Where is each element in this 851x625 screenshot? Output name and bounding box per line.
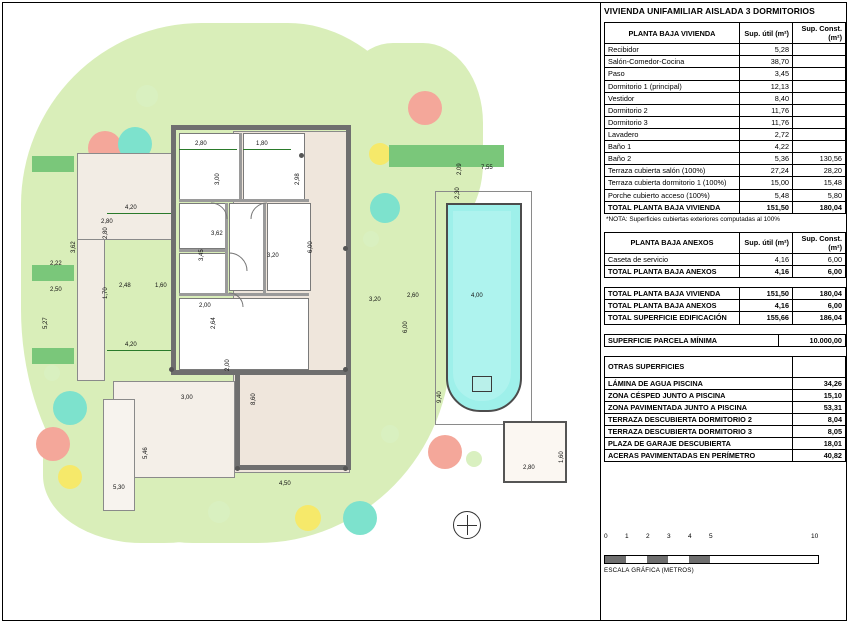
table-row: [605, 253, 846, 265]
col-sup-util: Sup. útil (m²): [740, 23, 793, 44]
dimension-caseta: 2,80: [523, 465, 535, 471]
row-label: PLAZA DE GARAJE DESCUBIERTA: [605, 438, 793, 450]
dimension-label: 2,48: [119, 283, 131, 289]
row-value: 8,05: [793, 426, 846, 438]
row-const: [793, 116, 846, 128]
scale-tick: 2: [646, 533, 650, 540]
row-const: 28,20: [793, 165, 846, 177]
row-label: Dormitorio 3: [605, 116, 740, 128]
row-label: Dormitorio 2: [605, 104, 740, 116]
row-const: 180,04: [793, 288, 846, 300]
pillar: [343, 246, 348, 251]
dimension-label: 2,60: [407, 293, 419, 299]
site-plan-drawing: [3, 3, 599, 620]
row-util: 38,70: [740, 56, 793, 68]
row-util: 11,76: [740, 104, 793, 116]
pillar: [299, 153, 304, 158]
row-util: 4,16: [740, 300, 793, 312]
graphic-scale: [604, 533, 844, 574]
row-util: 27,24: [740, 165, 793, 177]
col-sup-const: Sup. Const. (m²): [793, 232, 846, 253]
row-label: Baño 2: [605, 153, 740, 165]
dimension-label: 4,00: [471, 293, 483, 299]
row-value: 53,31: [793, 401, 846, 413]
table-row: [605, 44, 846, 56]
table-total-row: [605, 266, 846, 278]
table-parcela-minima: [604, 334, 846, 347]
row-label: Caseta de servicio: [605, 253, 740, 265]
table-row: [605, 141, 846, 153]
dimension-label: 2,80: [195, 141, 207, 147]
pool-steps: [472, 376, 492, 392]
dimension-label-v: 2,00: [225, 359, 231, 371]
dimension-label-v: 6,00: [308, 241, 314, 253]
row-label: LÁMINA DE AGUA PISCINA: [605, 377, 793, 389]
table-row: [605, 68, 846, 80]
row-label: Terraza cubierta dormitorio 1 (100%): [605, 177, 740, 189]
row-label: Porche cubierto acceso (100%): [605, 189, 740, 201]
tree-icon: [381, 425, 399, 443]
dimension-label-v: 8,60: [251, 393, 257, 405]
dimension-label-v: 2,80: [103, 227, 109, 239]
table-row: [605, 312, 846, 324]
dimension-caseta-v: 1,60: [559, 451, 565, 463]
dimension-label-v: 2,98: [295, 173, 301, 185]
scale-bar: [604, 555, 819, 564]
row-value: 40,82: [793, 450, 846, 462]
row-label: Recibidor: [605, 44, 740, 56]
terrace-paving-west: [77, 239, 105, 381]
table-row: [605, 177, 846, 189]
row-label: Salón-Comedor-Cocina: [605, 56, 740, 68]
tree-icon: [53, 391, 87, 425]
dimension-label-v: 5,46: [143, 447, 149, 459]
table-row: [605, 300, 846, 312]
scale-tick: 3: [667, 533, 671, 540]
dimension-line: [107, 213, 171, 214]
dimension-label-v: 9,40: [437, 391, 443, 403]
row-util: 5,28: [740, 44, 793, 56]
scale-tick: 0: [604, 533, 608, 540]
tree-icon: [136, 85, 158, 107]
row-util: 5,36: [740, 153, 793, 165]
row-value: 34,26: [793, 377, 846, 389]
dimension-label-v: 2,64: [211, 317, 217, 329]
row-label: TOTAL PLANTA BAJA ANEXOS: [605, 266, 740, 278]
table-header-row: [605, 232, 846, 253]
dimension-label: 5,30: [113, 485, 125, 491]
table-row: [605, 165, 846, 177]
row-value: 15,10: [793, 389, 846, 401]
row-label: TERRAZA DESCUBIERTA DORMITORIO 3: [605, 426, 793, 438]
row-label: TERRAZA DESCUBIERTA DORMITORIO 2: [605, 413, 793, 425]
row-const: 180,04: [793, 201, 846, 213]
row-util: 4,22: [740, 141, 793, 153]
row-label: TOTAL PLANTA BAJA VIVIENDA: [605, 201, 740, 213]
row-label: TOTAL PLANTA BAJA VIVIENDA: [605, 288, 740, 300]
row-util: 151,50: [740, 288, 793, 300]
row-const: [793, 80, 846, 92]
row-label: Lavadero: [605, 128, 740, 140]
table-planta-baja-vivienda: [604, 22, 846, 214]
dimension-label-v: 2,30: [455, 187, 461, 199]
table-row: [605, 413, 846, 425]
row-label: TOTAL SUPERFICIE EDIFICACIÓN: [605, 312, 740, 324]
table-row: [605, 288, 846, 300]
row-const: [793, 128, 846, 140]
paving-garage: [103, 399, 135, 511]
row-label: Baño 1: [605, 141, 740, 153]
row-util: 3,45: [740, 68, 793, 80]
tree-icon: [295, 505, 321, 531]
col-otras: OTRAS SUPERFICIES: [605, 356, 793, 377]
table-otras-superficies: [604, 356, 846, 463]
tree-icon: [428, 435, 462, 469]
table-row: [605, 334, 846, 346]
footnote: *NOTA: Superficies cubiertas exteriores computadas al 100%: [606, 215, 780, 223]
table-header-row: [605, 356, 846, 377]
dimension-label-v: 3,62: [71, 241, 77, 253]
dimension-label: 2,50: [50, 287, 62, 293]
table-header-row: [605, 23, 846, 44]
dimension-label: 2,22: [50, 261, 62, 267]
tree-icon: [408, 91, 442, 125]
row-const: 6,00: [793, 266, 846, 278]
row-util: 12,13: [740, 80, 793, 92]
table-row: [605, 104, 846, 116]
row-value: 8,04: [793, 413, 846, 425]
dimension-label: 4,20: [125, 205, 137, 211]
tree-icon: [343, 501, 377, 535]
dimension-label-v: 3,00: [215, 173, 221, 185]
row-label: ACERAS PAVIMENTADAS EN PERÍMETRO: [605, 450, 793, 462]
table-row: [605, 377, 846, 389]
table-row: [605, 450, 846, 462]
row-label: Dormitorio 1 (principal): [605, 80, 740, 92]
table-total-row: [605, 201, 846, 213]
table-row: [605, 56, 846, 68]
row-const: [793, 56, 846, 68]
col-sup-util: Sup. útil (m²): [740, 232, 793, 253]
page-title: VIVIENDA UNIFAMILIAR AISLADA 3 DORMITORIOS: [604, 6, 815, 16]
tree-icon: [36, 427, 70, 461]
dimension-label: 2,80: [101, 219, 113, 225]
row-label: TOTAL PLANTA BAJA ANEXOS: [605, 300, 740, 312]
scale-caption: ESCALA GRÁFICA (METROS): [604, 567, 694, 574]
dimension-label: 3,20: [267, 253, 279, 259]
tree-icon: [466, 451, 482, 467]
dimension-label: 1,80: [256, 141, 268, 147]
row-value: 10.000,00: [779, 334, 846, 346]
dimension-label: 4,20: [125, 342, 137, 348]
row-label: SUPERFICIE PARCELA MÍNIMA: [605, 334, 779, 346]
row-label: Terraza cubierta salón (100%): [605, 165, 740, 177]
paved-strip: [32, 348, 74, 364]
table-row: [605, 80, 846, 92]
row-util: 2,72: [740, 128, 793, 140]
row-util: 8,40: [740, 92, 793, 104]
pillar: [169, 367, 174, 372]
row-const: [793, 104, 846, 116]
tree-icon: [208, 501, 230, 523]
tree-icon: [58, 465, 82, 489]
table-row: [605, 153, 846, 165]
paved-strip: [32, 265, 74, 281]
dimension-label: 3,62: [211, 231, 223, 237]
row-util: 11,76: [740, 116, 793, 128]
tree-icon: [44, 365, 60, 381]
table-row: [605, 401, 846, 413]
scale-tick: 1: [625, 533, 629, 540]
scale-tick: 10: [811, 533, 819, 540]
dimension-label-v: 1,70: [103, 287, 109, 299]
table-row: [605, 189, 846, 201]
col-otras-value: [793, 356, 846, 377]
table-row: [605, 92, 846, 104]
col-concepto: PLANTA BAJA ANEXOS: [605, 232, 740, 253]
dimension-label: 1,60: [155, 283, 167, 289]
row-const: 130,56: [793, 153, 846, 165]
scale-block: [647, 556, 668, 563]
table-row: [605, 426, 846, 438]
dimension-label: 3,00: [181, 395, 193, 401]
dimension-label: 4,50: [279, 481, 291, 487]
house-wall-south-ext: [235, 465, 351, 470]
row-const: [793, 68, 846, 80]
pillar: [343, 466, 348, 471]
dimension-label: 2,00: [199, 303, 211, 309]
tree-icon: [370, 193, 400, 223]
pillar: [343, 367, 348, 372]
row-value: 18,01: [793, 438, 846, 450]
row-const: 186,04: [793, 312, 846, 324]
row-label: Vestidor: [605, 92, 740, 104]
north-symbol: [453, 511, 483, 541]
row-const: 6,00: [793, 253, 846, 265]
dimension-label: 7,55: [481, 165, 493, 171]
table-totales: [604, 287, 846, 324]
scale-block: [689, 556, 710, 563]
paved-strip: [32, 156, 74, 172]
table-row: [605, 128, 846, 140]
table-row: [605, 116, 846, 128]
row-const: [793, 141, 846, 153]
dimension-line: [107, 350, 171, 351]
pillar: [235, 466, 240, 471]
row-const: 6,00: [793, 300, 846, 312]
dimension-label: 3,20: [369, 297, 381, 303]
row-util: 155,66: [740, 312, 793, 324]
row-const: 15,48: [793, 177, 846, 189]
dimension-line: [179, 149, 237, 150]
row-const: 5,80: [793, 189, 846, 201]
table-row: [605, 438, 846, 450]
row-label: Paso: [605, 68, 740, 80]
dimension-label-v: 6,00: [403, 321, 409, 333]
tree-icon: [369, 143, 391, 165]
row-util: 5,48: [740, 189, 793, 201]
col-concepto: PLANTA BAJA VIVIENDA: [605, 23, 740, 44]
scale-block: [605, 556, 626, 563]
row-const: [793, 92, 846, 104]
row-util: 151,50: [740, 201, 793, 213]
sheet-divider: [600, 2, 601, 621]
scale-tick: 5: [709, 533, 713, 540]
terrace-paving-north: [77, 153, 175, 240]
caseta-de-servicio: [503, 421, 567, 483]
dimension-label-v: 5,27: [43, 317, 49, 329]
scale-tick: 4: [688, 533, 692, 540]
house-wall-mid-vert: [235, 370, 240, 470]
row-util: 4,16: [740, 266, 793, 278]
row-const: [793, 44, 846, 56]
row-label: ZONA PAVIMENTADA JUNTO A PISCINA: [605, 401, 793, 413]
row-util: 15,00: [740, 177, 793, 189]
row-util: 4,16: [740, 253, 793, 265]
paved-strip: [389, 145, 504, 167]
dimension-label-v: 2,09: [457, 163, 463, 175]
col-sup-const: Sup. Const. (m²): [793, 23, 846, 44]
table-row: [605, 389, 846, 401]
table-planta-baja-anexos: [604, 232, 846, 278]
dimension-line: [243, 149, 291, 150]
row-label: ZONA CÉSPED JUNTO A PISCINA: [605, 389, 793, 401]
surface-tables-panel: [604, 6, 846, 462]
dimension-label-v: 3,45: [199, 249, 205, 261]
